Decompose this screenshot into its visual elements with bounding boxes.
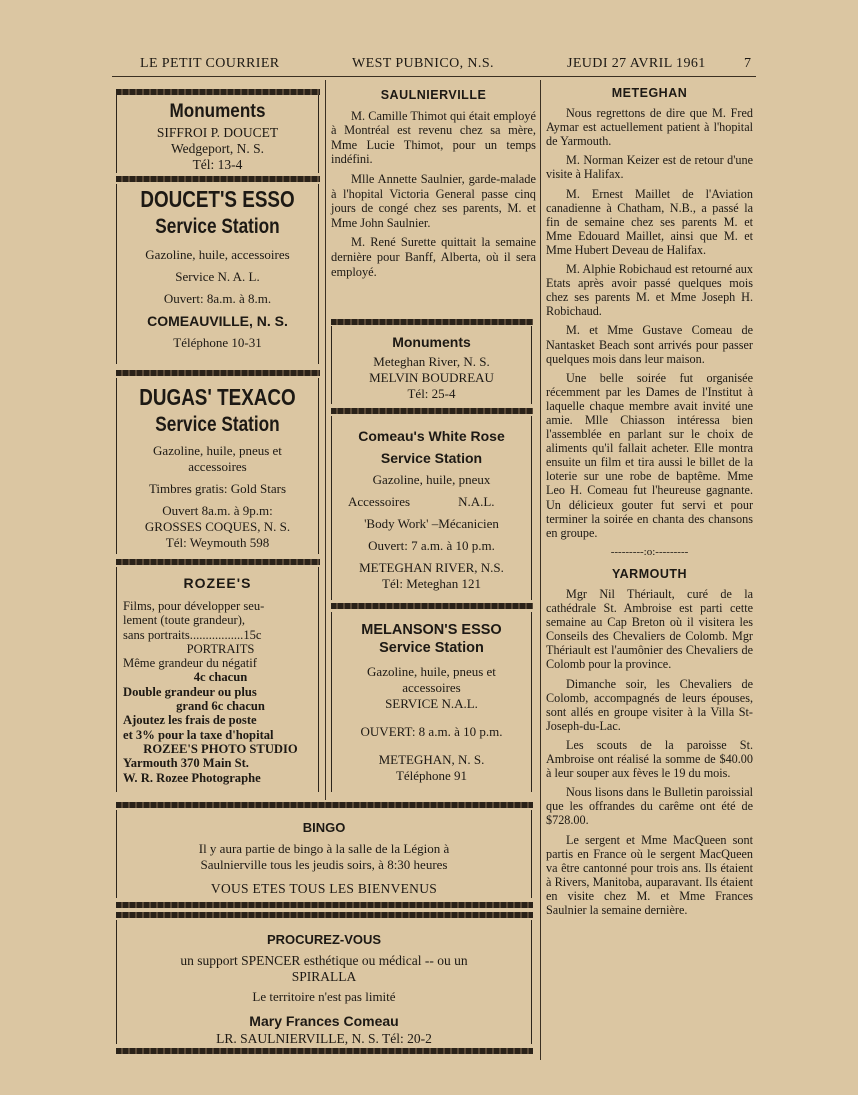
- page-number: 7: [744, 56, 752, 71]
- article-paragraph: Mgr Nil Thériault, curé de la cathédrale St. Ambroise est parti cette semaine au Cap Breton où il visitera les Conseils des Chevaliers de Colomb. Mgr Thériault est l'aumônier des Chevaliers de Colomb pour la province.: [546, 587, 753, 672]
- header-rule: [112, 76, 756, 77]
- meteghan-column: [546, 86, 753, 922]
- ad-place: COMEAUVILLE, N. S.: [147, 313, 288, 329]
- section-title: SAULNIERVILLE: [380, 88, 487, 102]
- ad-dugas-texaco: [116, 378, 319, 554]
- ad-subtitle: Service Station: [155, 413, 280, 436]
- ad-line: SERVICE N.A.L.: [385, 696, 478, 711]
- ad-line: et 3% pour la taxe d'hopital: [123, 727, 274, 742]
- ad-border: [331, 603, 533, 609]
- ad-border: [116, 902, 533, 908]
- ad-line: Gazoline, huile, accessoires: [145, 247, 290, 262]
- article-paragraph: Nous lisons dans le Bulletin paroissial que les offrandes du carême ont été de $728.00.: [546, 785, 753, 828]
- ad-title: Monuments: [392, 334, 471, 350]
- ad-monuments-boudreau: [331, 326, 532, 404]
- ad-line: [332, 494, 531, 510]
- ad-rozees: [116, 567, 319, 792]
- ad-line: un support SPENCER esthétique ou médical -- ou un: [180, 953, 468, 968]
- place-line: WEST PUBNICO, N.S.: [352, 56, 494, 71]
- article-paragraph: Dimanche soir, les Chevaliers de Colomb, accompagnés de leurs épouses, sont allés en groupe visiter à la Villa St-Joseph-du-Lac.: [546, 676, 753, 733]
- ad-line: Timbres gratis: Gold Stars: [148, 481, 287, 496]
- ad-phone: Tél: Weymouth 598: [165, 535, 270, 550]
- ad-line: Gazoline, huile, pneus et: [153, 443, 282, 458]
- ad-procurez-vous: [116, 920, 532, 1044]
- saulnierville-column: [331, 88, 536, 284]
- ad-doucets-esso: [116, 184, 319, 364]
- ad-line: Ouvert: 7 a.m. à 10 p.m.: [368, 538, 495, 553]
- article-paragraph: M. Norman Keizer est de retour d'une visite à Halifax.: [546, 153, 753, 182]
- ad-line: Service N. A. L.: [175, 269, 260, 284]
- column-rule-2: [540, 80, 541, 1060]
- ad-line: LR. SAULNIERVILLE, N. S. Tél: 20-2: [216, 1031, 432, 1046]
- ad-monuments-doucet: [116, 95, 319, 173]
- ad-line: SIFFROI P. DOUCET: [156, 125, 279, 140]
- ad-comeaus-white-rose: [331, 416, 532, 600]
- ad-title: Monuments: [169, 101, 266, 122]
- ad-border: [116, 1048, 533, 1054]
- ad-title: DUGAS' TEXACO: [139, 384, 296, 410]
- ad-subtitle: Service Station: [155, 215, 280, 238]
- ad-subtitle: Service Station: [380, 450, 483, 466]
- article-paragraph: Une belle soirée fut organisée récemment par les Dames de l'Institut à laquelle chaque membre avait invité une amie. Mlle Chiasson intéressa bien l'assemblée en parlant sur le choix de aliments qu'il fallait acheter. Elle montra ensuite un film et tira aussi le billet de la loterie sur une robe de baptême. Mme Leo H. Comeau fut l'heureuse gagnante. Un délicieux gouter fut servi et pour terminer la soirée en chanta des chansons en groupe.: [546, 370, 753, 540]
- ad-title: BINGO: [302, 820, 346, 835]
- ad-border: [331, 319, 533, 325]
- ad-line: Yarmouth 370 Main St.: [123, 756, 249, 771]
- ad-line: Même grandeur du négatif: [123, 656, 257, 671]
- ad-line: METEGHAN RIVER, N.S.: [359, 560, 504, 575]
- ad-title: ROZEE'S: [183, 575, 252, 591]
- ad-line: sans portraits.................15c: [123, 627, 262, 642]
- section-separator: ---------:o:---------: [610, 545, 689, 558]
- ad-line-part: Accessoires: [348, 494, 411, 509]
- ad-line: 'Body Work' –Mécanicien: [364, 516, 499, 531]
- article-paragraph: M. René Surette quittait la semaine dernière pour Banff, Alberta, où il sera employé.: [331, 235, 536, 279]
- ad-line: Ajoutez les frais de poste: [123, 713, 257, 728]
- ad-line: SPIRALLA: [291, 969, 357, 984]
- ad-line: ROZEE'S PHOTO STUDIO: [143, 741, 298, 756]
- ad-phone: Tél: Meteghan 121: [382, 576, 481, 591]
- ad-bingo: [116, 810, 532, 898]
- ad-border: [116, 912, 533, 918]
- ad-line: Gazoline, huile, pneus et: [367, 664, 496, 679]
- ad-subtitle: Service Station: [379, 640, 484, 656]
- article-paragraph: M. et Mme Gustave Comeau de Nantasket Beach sont arrivés pour passer quelques mois dans leur maison.: [546, 323, 753, 366]
- ad-line: VOUS ETES TOUS LES BIENVENUS: [210, 881, 438, 896]
- ad-line: 4c chacun: [193, 670, 248, 685]
- ad-title: DOUCET'S ESSO: [140, 186, 295, 212]
- ad-line: Saulnierville tous les jeudis soirs, à 8:30 heures: [200, 857, 448, 872]
- section-title: YARMOUTH: [611, 566, 688, 581]
- ad-line: Il y aura partie de bingo à la salle de la Légion à: [198, 841, 450, 856]
- ad-line: Double grandeur ou plus: [123, 684, 257, 699]
- ad-line: grand 6c chacun: [176, 699, 265, 714]
- column-rule-1: [325, 80, 326, 800]
- article-paragraph: M. Camille Thimot qui était employé à Montréal est revenu chez sa mère, Mme Lucie Thimot, pour un temps indéfini.: [331, 108, 536, 167]
- article-paragraph: M. Ernest Maillet de l'Aviation canadienne à Chatham, N.B., a passé la fin de semaine chez ses parents M. et Mme Edouard Maillet, ainsi que M. et Mme Hubert Deveau de Halifax.: [546, 186, 753, 257]
- article-paragraph: Le sergent et Mme MacQueen sont partis en France où le sergent MacQueen va être cantonné pour trois ans. Ils étaient à Rivers, Manitoba, auparavant. Ils étaient en visite chez M. et Mme Frances Saulnier la semaine dernière.: [546, 832, 753, 917]
- ad-line: accessoires: [402, 680, 461, 695]
- article-paragraph: Nous regrettons de dire que M. Fred Aymar est actuellement patient à l'hopital de Yarmouth.: [546, 106, 753, 149]
- ad-title: MELANSON'S ESSO: [361, 622, 502, 638]
- ad-line: Ouvert: 8a.m. à 8.m.: [163, 291, 272, 306]
- ad-line: PORTRAITS: [186, 641, 255, 656]
- ad-border: [116, 176, 320, 182]
- issue-date: JEUDI 27 AVRIL 1961: [567, 56, 706, 71]
- ad-line: W. R. Rozee Photographe: [123, 770, 261, 785]
- ad-line: OUVERT: 8 a.m. à 10 p.m.: [360, 724, 503, 739]
- ad-name: Mary Frances Comeau: [249, 1013, 399, 1029]
- paper-name: LE PETIT COURRIER: [140, 56, 280, 71]
- ad-line: lement (toute grandeur),: [123, 613, 246, 628]
- ad-title: PROCUREZ-VOUS: [266, 932, 382, 947]
- section-title: METEGHAN: [611, 86, 688, 100]
- ad-line: Wedgeport, N. S.: [170, 141, 265, 156]
- ad-line: Tél: 13-4: [192, 157, 243, 172]
- ad-line: Films, pour développer seu-: [123, 599, 265, 613]
- ad-line: Gazoline, huile, pneux: [372, 472, 491, 487]
- ad-line: accessoires: [188, 459, 247, 474]
- ad-melansons-esso: [331, 612, 532, 792]
- article-paragraph: Mlle Annette Saulnier, garde-malade à l'hopital Victoria General passe cinq jours de congé chez ses parents, M. et Mme John Saulnier.: [331, 171, 536, 230]
- article-paragraph: Les scouts de la paroisse St. Ambroise ont réalisé la somme de $40.00 à leur souper aux fèves le 19 du mois.: [546, 737, 753, 781]
- ad-line: Tél: 25-4: [407, 386, 456, 401]
- ad-line: Le territoire n'est pas limité: [252, 989, 396, 1004]
- ad-place: GROSSES COQUES, N. S.: [144, 519, 291, 534]
- ad-border: [331, 408, 533, 414]
- ad-border: [116, 559, 320, 565]
- ad-phone: Téléphone 91: [395, 768, 468, 783]
- article-paragraph: M. Alphie Robichaud est retourné aux Etats après avoir passé quelques mois chez ses parents M. et Mme Joseph H. Robichaud.: [546, 262, 753, 319]
- ad-line: Ouvert 8a.m. à 9p.m:: [162, 503, 273, 518]
- ad-line: MELVIN BOUDREAU: [369, 370, 494, 385]
- ad-border: [116, 802, 533, 808]
- ad-title: Comeau's White Rose: [358, 428, 505, 444]
- ad-place: METEGHAN, N. S.: [378, 752, 485, 767]
- ad-border: [116, 370, 320, 376]
- ad-phone: Téléphone 10-31: [173, 335, 262, 350]
- ad-line-part: N.A.L.: [458, 494, 495, 509]
- ad-line: Meteghan River, N. S.: [373, 354, 490, 369]
